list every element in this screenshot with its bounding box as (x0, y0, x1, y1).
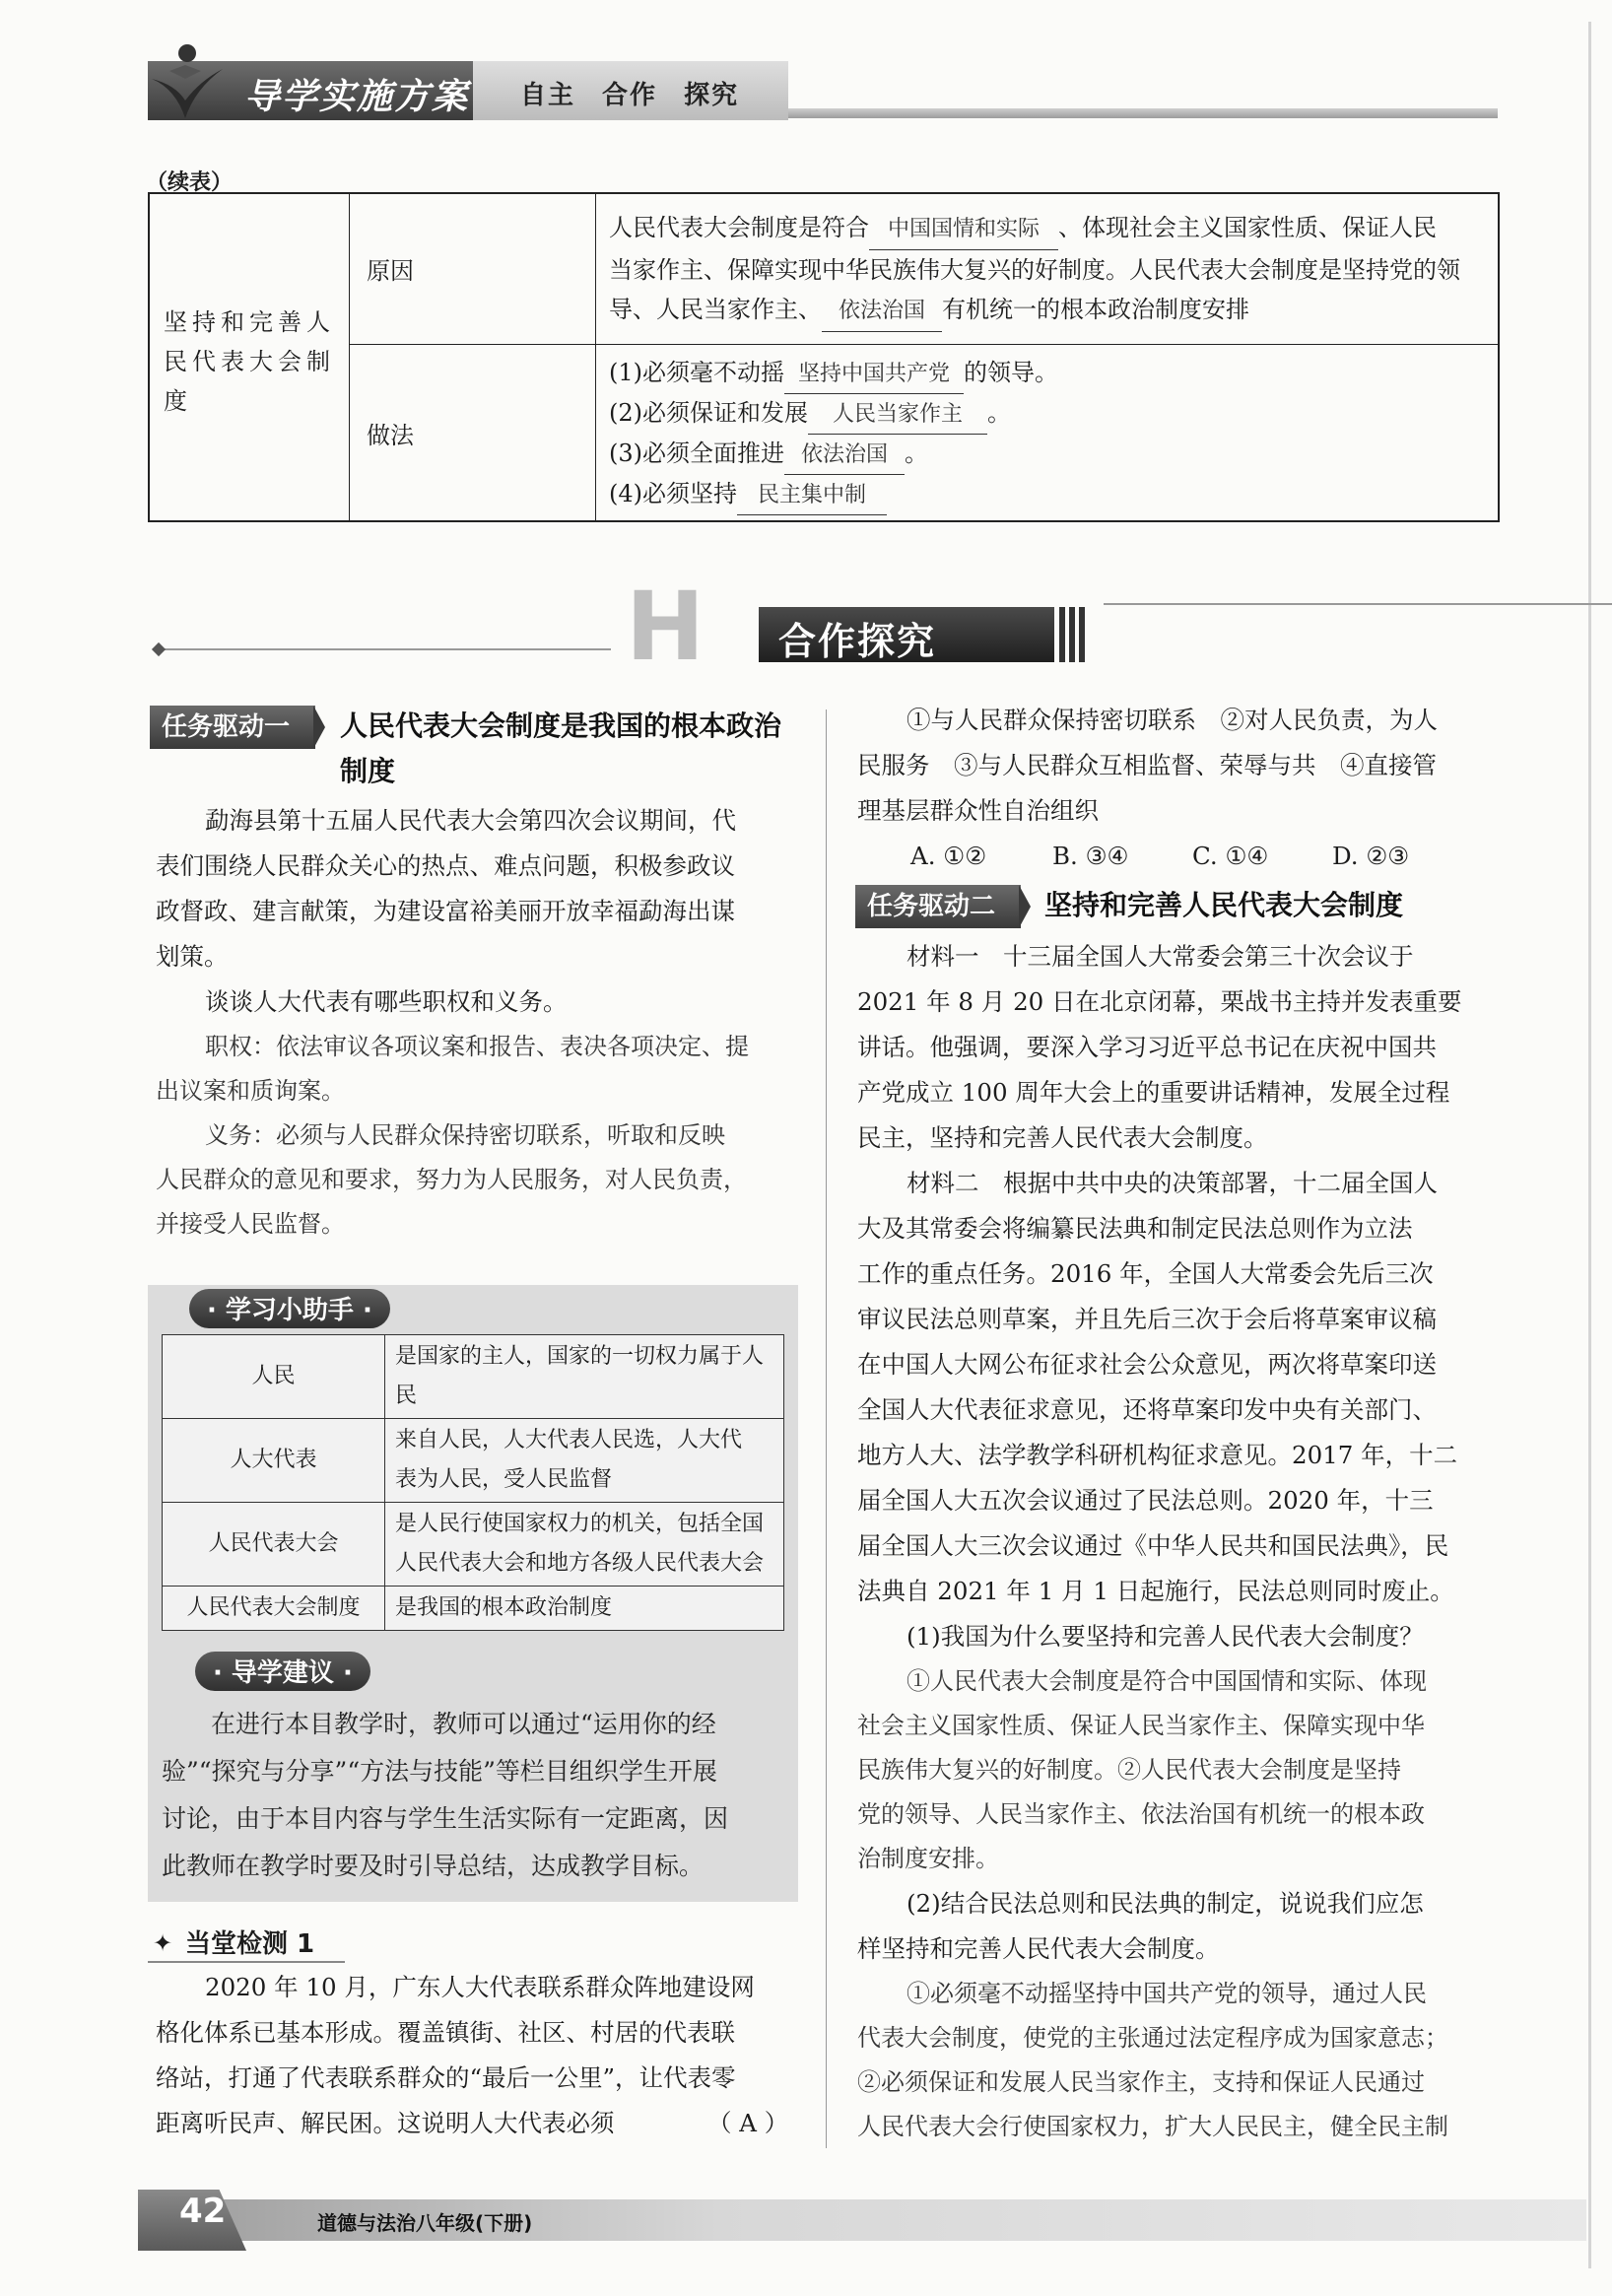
choice-c: C. ①④ (1192, 842, 1269, 870)
answer-line: 治制度安排。 (857, 1845, 999, 1872)
header-title: 导学实施方案 (244, 77, 470, 117)
line-text: 、体现社会主义国家性质、保证人民 (1058, 214, 1437, 241)
column-divider (826, 709, 827, 2148)
answer-line: 社会主义国家性质、保证人民当家作主、保障实现中华 (857, 1712, 1425, 1739)
answer-blank: 依法治国 (822, 292, 942, 332)
line-text: 有机统一的根本政治制度安排 (942, 296, 1249, 323)
teaching-advice (162, 1701, 782, 1890)
answer-line: 民族伟大复兴的好制度。②人民代表大会制度是坚持 (857, 1756, 1401, 1784)
text-line: 民主，坚持和完善人民代表大会制度。 (857, 1123, 1268, 1152)
text-line: 格化体系已基本形成。覆盖镇街、社区、村居的代表联 (156, 2018, 735, 2047)
task2-question2: (2)结合民法总则和民法典的制定，说说我们应怎 (907, 1889, 1424, 1918)
choice-b: B. ③④ (1052, 842, 1129, 870)
check1-title: 当堂检测 1 (185, 1929, 315, 1959)
line-text: 。 (905, 439, 928, 467)
table-line (609, 250, 1486, 290)
table-line (609, 475, 1486, 515)
task-badge-2: 任务驱动二 (855, 885, 1021, 928)
table-line (609, 290, 1486, 332)
task-badge-1: 任务驱动一 (150, 706, 315, 749)
table-topic-cell: 坚持和完善人民代表大会制度 (164, 308, 335, 415)
helper-key: 人民 (163, 1335, 385, 1419)
helper-value (385, 1335, 784, 1419)
table-key-reason: 原因 (367, 257, 414, 285)
page-header (0, 0, 1612, 148)
advice-line: 此教师在教学时要及时引导总结，达成教学目标。 (162, 1852, 705, 1880)
answer-line: 出议案和质询案。 (156, 1077, 345, 1105)
task2-title: 坚持和完善人民代表大会制度 (1044, 889, 1404, 921)
study-helper-table (162, 1334, 784, 1631)
helper-key: 人大代表 (163, 1419, 385, 1503)
check1-options (857, 698, 1508, 834)
advice-line: 验”“探究与分享”“方法与技能”等栏目组织学生开展 (162, 1757, 717, 1786)
study-helper-panel (148, 1285, 798, 1902)
teaching-advice-tag: · 导学建议 · (195, 1652, 370, 1691)
text-line: 全国人大代表征求意见，还将草案印发中央有关部门、 (857, 1395, 1437, 1424)
answer-blank: 坚持中国共产党 (784, 355, 964, 394)
option-line: 理基层群众性自治组织 (857, 796, 1099, 825)
table-row (163, 1335, 784, 1419)
diamond-icon (152, 642, 166, 656)
check1-stem (156, 1965, 798, 2146)
table-divider (349, 194, 350, 520)
banner-rule (158, 648, 611, 650)
line-text: 。 (987, 399, 1011, 427)
answer-line: 人民群众的意见和要求，努力为人民服务，对人民负责， (156, 1166, 747, 1193)
text-line: 大及其常委会将编纂民法典和制定民法总则作为立法 (857, 1214, 1413, 1243)
table-line (609, 208, 1486, 250)
answer-line: ②必须保证和发展人民当家作主，支持和保证人民通过 (857, 2068, 1425, 2096)
check1-underline (148, 1961, 345, 1963)
line-text: 的领导。 (964, 359, 1058, 386)
answer-line: ①必须毫不动摇坚持中国共产党的领导，通过人民 (907, 1980, 1427, 2007)
table-row (163, 1587, 784, 1631)
text-line: 工作的重点任务。2016 年，全国人大常委会先后三次 (857, 1259, 1434, 1288)
section-title: 合作探究 (778, 620, 937, 663)
helper-key: 人民代表大会制度 (163, 1587, 385, 1631)
answer-line: 职权：依法审议各项议案和报告、表决各项决定、提 (205, 1033, 749, 1060)
answer-line: ①人民代表大会制度是符合中国国情和实际、体现 (907, 1667, 1427, 1695)
page-number: 42 (179, 2192, 227, 2231)
text-line: 络站，打通了代表联系群众的“最后一公里”，让代表零 (156, 2063, 736, 2092)
helper-key: 人民代表大会 (163, 1503, 385, 1587)
helper-value (385, 1587, 784, 1631)
text-line: 法典自 2021 年 1 月 1 日起施行，民法总则同时废止。 (857, 1577, 1454, 1605)
badge-arrow-icon (313, 706, 325, 749)
task1-title-line2: 制度 (340, 755, 396, 787)
text-line: 勐海县第十五届人民代表大会第四次会议期间，代 (205, 806, 736, 835)
table-divider (349, 344, 1498, 345)
value-line: 是人民行使国家权力的机关，包括全国 (395, 1512, 765, 1536)
table-line (609, 435, 1486, 475)
answer-blank: 民主集中制 (737, 476, 887, 515)
text-line: 2021 年 8 月 20 日在北京闭幕，栗战书主持并发表重要 (857, 987, 1462, 1016)
section-letter: H (625, 572, 705, 682)
value-line: 来自人民，人大代表人民选，人大代 (395, 1428, 743, 1452)
line-text: (4)必须坚持 (609, 480, 737, 507)
line-text: 人民代表大会制度是符合 (609, 214, 869, 241)
answer-line: 党的领导、人民当家作主、依法治国有机统一的根本政 (857, 1800, 1425, 1828)
text-line: 表们围绕人民群众关心的热点、难点问题，积极参政议 (156, 851, 735, 880)
task2-question2: 样坚持和完善人民代表大会制度。 (857, 1934, 1220, 1963)
page-margin-line (1588, 22, 1591, 2268)
advice-line: 讨论，由于本目内容与学生生活实际有一定距离，因 (162, 1804, 729, 1833)
text-line: 地方人大、法学教学科研机构征求意见。2017 年，十二 (857, 1441, 1458, 1469)
table-line (609, 354, 1486, 394)
advice-line: 在进行本目教学时，教师可以通过“运用你的经 (211, 1710, 716, 1738)
check1-answer: （ A ） (707, 2109, 789, 2137)
header-subtitle: 自主 合作 探究 (520, 81, 740, 110)
answer-blank: 中国国情和实际 (869, 210, 1058, 250)
table-line (609, 394, 1486, 435)
option-line: 民服务 ③与人民群众互相监督、荣辱与共 ④直接管 (857, 751, 1437, 779)
task1-question: 谈谈人大代表有哪些职权和义务。 (205, 987, 568, 1016)
reader-logo-icon (146, 39, 225, 128)
choice-d: D. ②③ (1332, 842, 1410, 870)
text-line: 政督政、建言献策，为建设富裕美丽开放幸福勐海出谋 (156, 897, 735, 925)
value-line: 是我国的根本政治制度 (395, 1595, 613, 1620)
line-text: (1)必须毫不动摇 (609, 359, 784, 386)
table-row (163, 1503, 784, 1587)
helper-value (385, 1503, 784, 1587)
line-text: 导、人民当家作主、 (609, 296, 822, 323)
text-line: 距离听民声、解民困。这说明人大代表必须 (156, 2109, 615, 2137)
answer-line: 并接受人民监督。 (156, 1210, 345, 1238)
text-line: 审议民法总则草案，并且先后三次于会后将草案审议稿 (857, 1305, 1437, 1333)
task1-title-line1: 人民代表大会制度是我国的根本政治 (340, 709, 782, 742)
star-icon: ✦ (153, 1929, 173, 1957)
answer-line: 人民代表大会行使国家权力，扩大人民民主，健全民主制 (857, 2113, 1448, 2140)
badge-arrow-icon (1019, 885, 1031, 928)
text-line: 2020 年 10 月，广东人大代表联系群众阵地建设网 (205, 1973, 755, 2001)
value-line: 是国家的主人，国家的一切权力属于人民 (395, 1344, 765, 1408)
continued-table-label: （续表） (146, 170, 234, 195)
value-line: 表为人民，受人民监督 (395, 1467, 613, 1492)
table-key-method: 做法 (367, 422, 414, 449)
book-title: 道德与法治八年级(下册) (317, 2211, 533, 2235)
answer-line: 代表大会制度，使党的主张通过法定程序成为国家意志； (857, 2024, 1448, 2052)
text-line: 划策。 (156, 942, 229, 971)
table-method-cell (609, 354, 1486, 515)
line-text: 当家作主、保障实现中华民族伟大复兴的好制度。人民代表大会制度是坚持党的领 (609, 256, 1460, 284)
text-line: 产党成立 100 周年大会上的重要讲话精神，发展全过程 (857, 1078, 1450, 1107)
answer-blank: 人民当家作主 (808, 395, 987, 435)
text-line: 在中国人大网公布征求社会公众意见，两次将草案印送 (857, 1350, 1437, 1379)
answer-line: 义务：必须与人民群众保持密切联系，听取和反映 (205, 1121, 725, 1149)
answer-blank: 依法治国 (784, 436, 905, 475)
text-line: 届全国人大三次会议通过《中华人民共和国民法典》，民 (857, 1531, 1449, 1560)
text-line: 讲话。他强调，要深入学习习近平总书记在庆祝中国共 (857, 1033, 1437, 1061)
study-helper-tag: · 学习小助手 · (189, 1289, 390, 1328)
text-line: 材料二 根据中共中央的决策部署，十二届全国人 (907, 1169, 1438, 1197)
table-reason-cell (609, 208, 1486, 332)
banner-stripes (1059, 607, 1089, 662)
line-text: (3)必须全面推进 (609, 439, 784, 467)
text-line: 材料一 十三届全国人大常委会第三十次会议于 (907, 942, 1414, 971)
text-line: 届全国人大五次会议通过了民法总则。2020 年，十三 (857, 1486, 1434, 1515)
task2-materials (857, 934, 1508, 2149)
table-divider (595, 194, 596, 520)
option-line: ①与人民群众保持密切联系 ②对人民负责，为人 (907, 706, 1438, 734)
task2-question1: (1)我国为什么要坚持和完善人民代表大会制度？ (907, 1622, 1424, 1651)
banner-rule (1104, 603, 1612, 605)
helper-value (385, 1419, 784, 1503)
continued-table (148, 192, 1500, 522)
task1-scenario (156, 798, 798, 1247)
value-line: 人民代表大会和地方各级人民代表大会 (395, 1551, 765, 1576)
table-row (163, 1419, 784, 1503)
section-banner (158, 572, 1498, 682)
line-text: (2)必须保证和发展 (609, 399, 808, 427)
choice-a: A. ①② (910, 842, 987, 870)
